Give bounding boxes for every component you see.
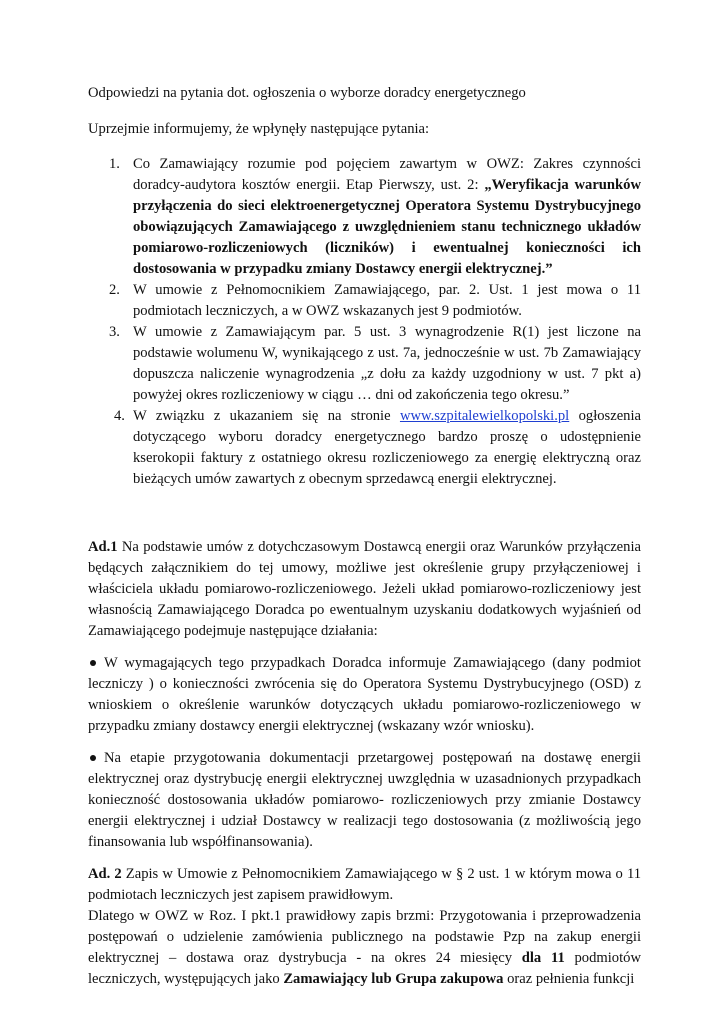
question-number: 3. — [109, 324, 120, 340]
bullet-icon — [90, 755, 96, 761]
question-3 — [88, 322, 641, 406]
answer-text: oraz pełnienia funkcji — [503, 971, 635, 987]
answer-1 — [88, 537, 641, 642]
question-number: 1. — [109, 156, 120, 172]
document-page — [88, 83, 641, 990]
answer-label: Ad. 2 — [88, 866, 122, 882]
question-number: 4. — [114, 408, 125, 424]
answer-bold-count: dla 11 — [521, 950, 565, 966]
questions-list — [88, 154, 641, 490]
bullet-icon — [90, 660, 96, 666]
answer-2 — [88, 864, 641, 906]
answer-text: podmiotów leczniczych, występujących jako — [88, 950, 641, 987]
question-4 — [88, 406, 641, 490]
question-text: W związku z ukazaniem się na stronie — [133, 408, 400, 424]
bullet-text: W wymagających tego przypadkach Doradca informuje Zamawiającego (dany podmiot leczniczy ) o konieczności zwrócenia się do Operatora Systemu Dystrybucyjnego (OSD) z wnioskiem o określenie warunków dotyczących układu pomiarowo-rozliczeniowego w przypadku zmiany dostawcy energii elektrycznej (wskazany wzór wniosku). — [88, 655, 641, 734]
answer-2-continued — [88, 906, 641, 990]
answer-1-bullet-1 — [88, 653, 641, 737]
document-title: Odpowiedzi na pytania dot. ogłoszenia o wyborze doradcy energetycznego — [88, 85, 526, 101]
answer-bold-role: Zamawiający lub Grupa zakupowa — [283, 971, 504, 987]
answer-label: Ad.1 — [88, 539, 118, 555]
question-text: W umowie z Pełnomocnikiem Zamawiającego, par. 2. Ust. 1 jest mowa o 11 podmiotach leczniczych, a w OWZ wskazanych jest 9 podmiotów. — [133, 282, 641, 319]
question-text-cont: ogłoszenia dotyczącego wyboru doradcy energetycznego bardzo proszę o udostępnienie kserokopii faktury z ostatniego okresu rozliczeniowego za energię elektryczną oraz bieżących umów zawartych z obecnym sprzedawcą energii elektrycznej. — [133, 408, 642, 487]
question-text: Co Zamawiający rozumie pod pojęciem zawartym w OWZ: Zakres czynności doradcy-audytora kosztów energii. Etap Pierwszy, ust. 2: — [133, 156, 641, 193]
answer-text: Na podstawie umów z dotychczasowym Dostawcą energii oraz Warunków przyłączenia będących załącznikiem do tej umowy, możliwe jest określenie grupy przyłączeniowej i właściciela układu pomiarowo-rozliczeniowego. Jeżeli układ pomiarowo-rozliczeniowy jest własnością Zamawiającego Doradca po ewentualnym uzyskaniu dodatkowych wyjaśnień od Zamawiającego podejmuje następujące działania: — [88, 539, 641, 639]
question-text: W umowie z Zamawiającym par. 5 ust. 3 wynagrodzenie R(1) jest liczone na podstawie wolumenu W, wynikającego z ust. 7a, jednocześnie w ust. 7b Zamawiający dopuszcza naliczenie wynagrodzenia „z dołu za każdy uzgodniony w ust. 7 pkt a) powyżej okres rozliczeniowy w ciągu … dni od zakończenia tego okresu.” — [133, 324, 641, 403]
website-link[interactable]: www.szpitalewielkopolski.pl — [399, 408, 570, 424]
intro-text: Uprzejmie informujemy, że wpłynęły następujące pytania: — [88, 121, 430, 137]
question-quote: „Weryfikacja warunków przyłączenia do sieci elektroenergetycznej Operatora Systemu Dystrybucyjnego obowiązujących Zamawiającego z uwzględnieniem stanu technicznego układów pomiarowo-rozliczeniowych (liczników) i ewentualnej konieczności ich dostosowania w przypadku zmiany Dostawcy energii elektrycznej.” — [133, 177, 641, 277]
bullet-text: Na etapie przygotowania dokumentacji przetargowej postępowań na dostawę energii elektrycznej oraz dystrybucję energii elektrycznej uwzględnia w uzasadnionych przypadkach konieczność dostosowania układów pomiarowo- rozliczeniowych przy zmianie Dostawcy energii elektrycznej i udział Dostawcy w realizacji tego dostosowania (z możliwością jego finansowania lub współfinansowania). — [88, 750, 641, 850]
answer-1-bullet-2 — [88, 748, 641, 853]
question-1 — [88, 154, 641, 280]
question-number: 2. — [109, 282, 120, 298]
answer-text: Dlatego w OWZ w Roz. I pkt.1 prawidłowy zapis brzmi: Przygotowania i przeprowadzenia postępowań o udzielenie zamówienia publicznego na podstawie Pzp na zakup energii elektrycznej – dostawa oraz dystrybucja - na okres 24 miesięcy — [88, 908, 641, 966]
answer-text: Zapis w Umowie z Pełnomocnikiem Zamawiającego w § 2 ust. 1 w którym mowa o 11 podmiotach leczniczych jest zapisem prawidłowym. — [88, 866, 641, 903]
question-2 — [88, 280, 641, 322]
